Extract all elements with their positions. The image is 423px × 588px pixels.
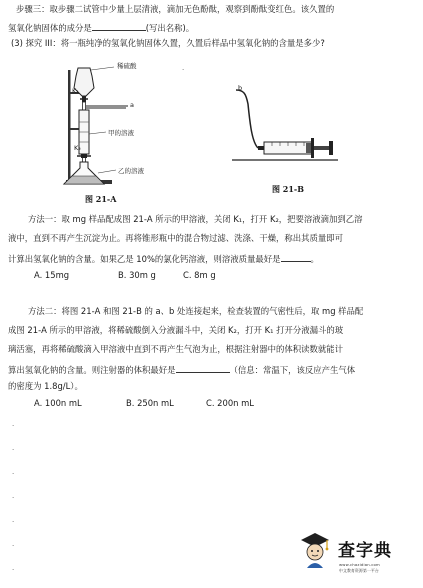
method2-line4-text: 算出氢氧化钠的含量。则注射器的体积最好是 [8,365,176,375]
method2-line4-suffix: （信息：常温下，该反应产生气体 [229,365,356,375]
stray-dot: . [182,64,185,72]
stray-dot: . [12,444,15,452]
method1-line3 [8,252,319,265]
method2-option-a: A. 100n mL [34,398,82,408]
method2-option-c: C. 200n mL [206,398,254,408]
stray-dot: . [12,516,15,524]
logo-title: 查字典 [338,541,392,561]
answer-blank-3 [176,363,230,373]
method2-option-b: B. 250n mL [126,398,174,408]
step3-line2 [8,21,194,34]
method1-option-b: B. 30m g [118,270,156,280]
figure-21b-b-label: b [238,84,243,92]
method2-line2: 成图 21-A 所示的甲溶液，将稀硫酸倒入分液漏斗中，关闭 K₂，打开 K₁ 打开分液漏斗的玻 [8,325,344,335]
stray-dot: . [12,540,15,548]
chazidian-logo [298,528,418,584]
figure-21a-acid-label: 稀硫酸 [117,62,137,70]
figure-21a-jia-label: 甲的溶液 [108,129,134,137]
method1-line3-text: 计算出氢氧化钠的含量。如果乙是 10%的氯化钙溶液，则溶液质量最好是 [8,254,281,264]
answer-blank-2 [281,252,311,262]
method1-line3-suffix: 。 [310,254,319,264]
figure-21a-yi-label: 乙的溶液 [118,167,144,175]
method1-line1: 方法一：取 mg 样品配成图 21-A 所示的甲溶液，关闭 K₁，打开 K₂，把要溶液滴加到乙溶 [28,214,363,224]
graduate-mascot-icon [298,530,332,570]
figure-21a-k2-label: K₂ [74,144,81,152]
step3-line2-suffix: (写出名称)。 [145,23,195,33]
stray-dot: . [12,564,15,572]
stray-dot: . [12,420,15,428]
stray-dot: . [12,492,15,500]
figure-21a-caption: 图 21-A [85,194,117,204]
figure-21b-caption: 图 21-B [272,184,304,194]
method2-line4 [8,363,355,376]
logo-url: www.chazidian.com [339,562,380,567]
logo-slogan: 中文教育资源第一平台 [339,568,379,573]
method2-line1: 方法二：将图 21-A 和图 21-B 的 a、b 处连接起来，检查装置的气密性后，取 mg 样品配 [28,306,364,316]
question-3-title: (3) 探究 III：将一瓶纯净的氢氧化钠固体久置，久置后样品中氢氧化钠的含量是多少? [11,38,325,48]
method1-option-a: A. 15mg [34,270,70,280]
step3-line2-text: 氢氧化钠固体的成分是 [8,23,92,33]
method2-line3: 璃活塞，再将稀硫酸滴入甲溶液中直到不再产生气泡为止，根据注射器中的体积读数就能计 [8,344,343,354]
answer-blank-1 [92,21,146,31]
step3-line1: 步骤三：取步骤二试管中少量上层清液，滴加无色酚酞，观察到酚酞变红色。该久置的 [16,4,335,14]
figure-21a-a-label: a [130,101,134,109]
stray-dot: . [12,468,15,476]
figure-21b-syringe [232,84,340,174]
figure-21a-k1-label: K₁ [72,87,79,95]
method1-option-c: C. 8m g [183,270,216,280]
method2-line5: 的密度为 1.8g/L）。 [8,381,83,391]
method1-line2: 液中，直到不再产生沉淀为止。再将锥形瓶中的混合物过滤、洗涤、干燥，称出其质量即可 [8,233,343,243]
